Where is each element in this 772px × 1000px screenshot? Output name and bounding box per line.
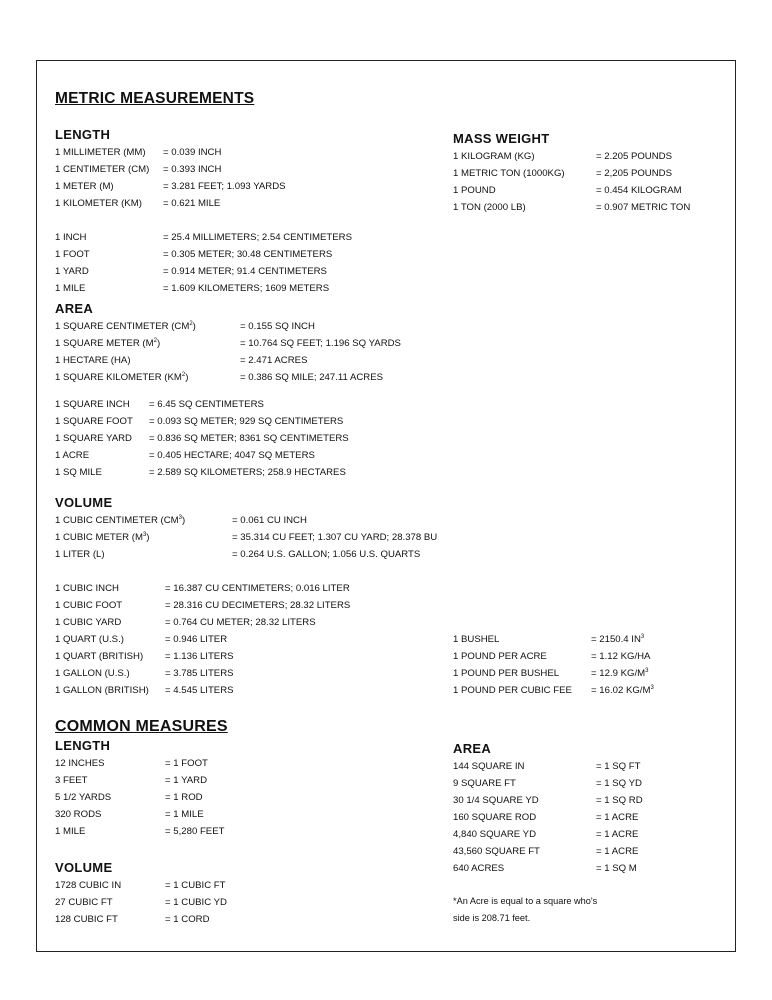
page-title: METRIC MEASUREMENTS [55, 90, 255, 107]
acre-footnote-line2: side is 208.71 feet. [453, 913, 531, 923]
acre-footnote-line1: *An Acre is equal to a square who's [453, 896, 598, 906]
metric-length-heading: LENGTH [55, 127, 111, 142]
metric-area-heading: AREA [55, 301, 94, 316]
common-area-heading: AREA [453, 741, 492, 756]
common-volume-heading: VOLUME [55, 860, 113, 875]
mass-weight-heading: MASS WEIGHT [453, 131, 550, 146]
common-length-heading: LENGTH [55, 738, 111, 753]
common-measures-title: COMMON MEASURES [55, 718, 228, 735]
metric-volume-heading: VOLUME [55, 495, 113, 510]
